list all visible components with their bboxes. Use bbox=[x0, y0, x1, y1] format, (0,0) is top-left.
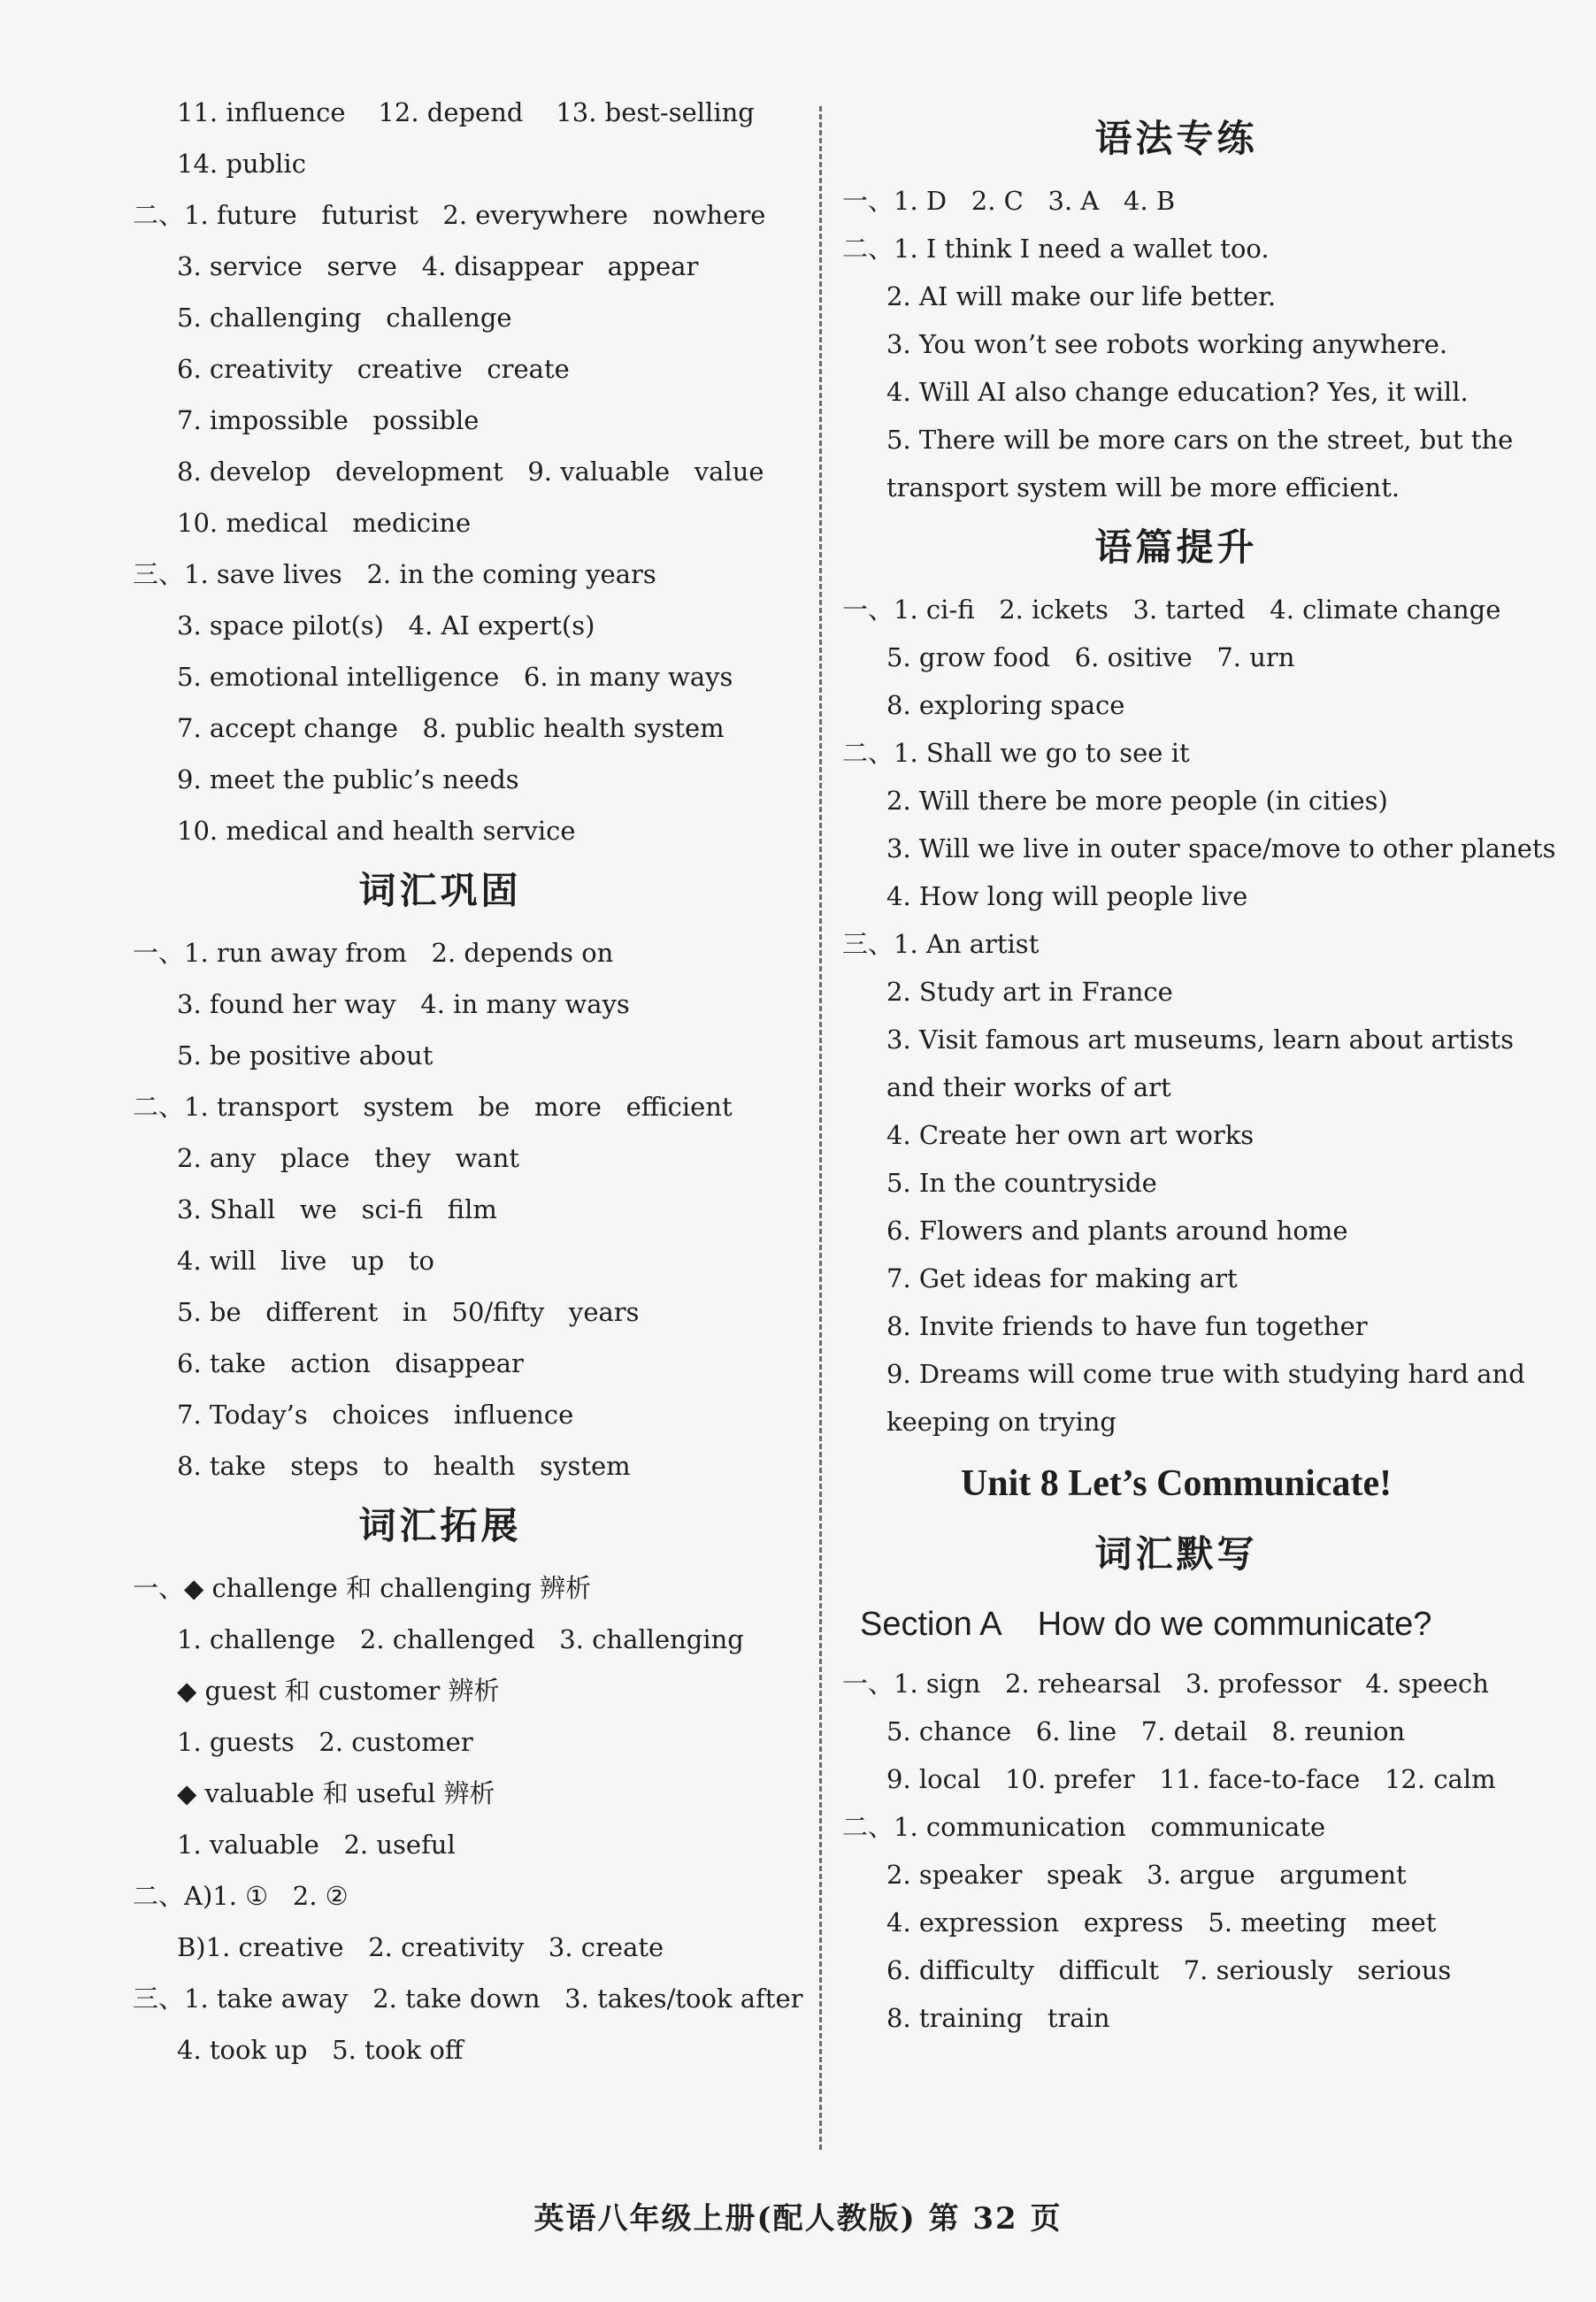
answer-line: keeping on trying bbox=[886, 1407, 1116, 1437]
answer-line: 3. You won’t see robots working anywhere. bbox=[886, 329, 1448, 359]
answer-line: 3. space pilot(s) 4. AI expert(s) bbox=[177, 610, 595, 641]
answer-line: 4. Will AI also change education? Yes, it will. bbox=[886, 377, 1469, 407]
answer-line: and their works of art bbox=[886, 1072, 1171, 1102]
answer-line: 一、1. D 2. C 3. A 4. B bbox=[842, 186, 1176, 216]
answer-line: 9. Dreams will come true with studying hard and bbox=[886, 1359, 1525, 1389]
answer-line: 3. Shall we sci-fi film bbox=[177, 1194, 497, 1224]
section-heading: 词汇拓展 bbox=[358, 1504, 522, 1547]
answer-line: 4. will live up to bbox=[177, 1246, 434, 1276]
answer-line: 一、1. sign 2. rehearsal 3. professor 4. speech bbox=[842, 1669, 1489, 1699]
answer-line: 8. exploring space bbox=[886, 690, 1125, 720]
section-title: Section A How do we communicate? bbox=[860, 1606, 1432, 1643]
answer-line: 1. challenge 2. challenged 3. challenging bbox=[177, 1624, 744, 1654]
answer-line: 14. public bbox=[177, 149, 306, 179]
answer-line: 11. influence 12. depend 13. best-selling bbox=[177, 97, 755, 127]
answer-line: ◆ guest 和 customer 辨析 bbox=[177, 1676, 500, 1706]
section-heading: 词汇巩固 bbox=[358, 869, 522, 912]
answer-line: 9. meet the public’s needs bbox=[177, 764, 519, 794]
section-heading: 语篇提升 bbox=[1094, 526, 1258, 569]
answer-line: 5. emotional intelligence 6. in many ways bbox=[177, 662, 733, 692]
answer-line: 3. Will we live in outer space/move to other planets bbox=[886, 833, 1556, 863]
answer-line: 3. service serve 4. disappear appear bbox=[177, 251, 699, 281]
answer-line: ◆ valuable 和 useful 辨析 bbox=[177, 1778, 495, 1808]
answer-line: 6. take action disappear bbox=[177, 1348, 524, 1378]
page-footer: 英语八年级上册(配人教版) 第 32 页 bbox=[533, 2201, 1063, 2237]
answer-line: 二、1. Shall we go to see it bbox=[842, 738, 1190, 768]
section-heading: 词汇默写 bbox=[1094, 1532, 1258, 1576]
answer-line: 一、1. ci-fi 2. ickets 3. tarted 4. climate change bbox=[842, 595, 1501, 625]
answer-line: 6. creativity creative create bbox=[177, 354, 570, 384]
answer-line: 7. Today’s choices influence bbox=[177, 1400, 574, 1430]
answer-line: 8. Invite friends to have fun together bbox=[886, 1311, 1368, 1341]
answer-line: 2. Study art in France bbox=[886, 977, 1173, 1007]
answer-line: 4. expression express 5. meeting meet bbox=[886, 1907, 1437, 1938]
answer-line: 5. be positive about bbox=[177, 1040, 434, 1070]
answer-line: 二、1. I think I need a wallet too. bbox=[842, 234, 1270, 264]
answer-line: 6. difficulty difficult 7. seriously serious bbox=[886, 1955, 1452, 1985]
answer-line: 三、1. An artist bbox=[842, 929, 1040, 959]
unit-title: Unit 8 Let’s Communicate! bbox=[960, 1463, 1393, 1504]
answer-line: 1. guests 2. customer bbox=[177, 1727, 473, 1757]
answer-line: 7. accept change 8. public health system bbox=[177, 713, 725, 743]
answer-line: 3. found her way 4. in many ways bbox=[177, 989, 630, 1019]
answer-line: 三、1. take away 2. take down 3. takes/took after bbox=[133, 1984, 803, 2014]
column-divider bbox=[819, 106, 822, 2150]
answer-line: 10. medical medicine bbox=[177, 508, 472, 538]
answer-line: 5. chance 6. line 7. detail 8. reunion bbox=[886, 1716, 1406, 1746]
answer-line: 4. took up 5. took off bbox=[177, 2035, 464, 2065]
answer-line: 7. impossible possible bbox=[177, 405, 480, 435]
answer-line: 10. medical and health service bbox=[177, 816, 576, 846]
answer-line: 2. speaker speak 3. argue argument bbox=[886, 1860, 1407, 1890]
answer-line: 5. grow food 6. ositive 7. urn bbox=[886, 642, 1295, 672]
answer-line: 5. be different in 50/fifty years bbox=[177, 1297, 640, 1327]
answer-line: 8. develop development 9. valuable value bbox=[177, 457, 764, 487]
answer-line: 2. AI will make our life better. bbox=[886, 281, 1277, 311]
answer-line: 3. Visit famous art museums, learn about artists bbox=[886, 1024, 1514, 1055]
answer-line: 9. local 10. prefer 11. face-to-face 12. calm bbox=[886, 1764, 1496, 1794]
answer-line: 6. Flowers and plants around home bbox=[886, 1216, 1348, 1246]
answer-line: 二、1. transport system be more efficient bbox=[133, 1092, 733, 1122]
answer-line: 二、1. communication communicate bbox=[842, 1812, 1326, 1842]
answer-line: 5. There will be more cars on the street, but the bbox=[886, 425, 1514, 455]
answer-line: 二、1. future futurist 2. everywhere nowhere bbox=[133, 200, 766, 230]
answer-line: 4. How long will people live bbox=[886, 881, 1248, 911]
answer-line: B)1. creative 2. creativity 3. create bbox=[177, 1932, 664, 1962]
answer-line: 4. Create her own art works bbox=[886, 1120, 1255, 1150]
answer-line: 2. Will there be more people (in cities) bbox=[886, 786, 1388, 816]
answer-line: 三、1. save lives 2. in the coming years bbox=[133, 559, 656, 589]
answer-line: 8. training train bbox=[886, 2003, 1110, 2033]
answer-line: 1. valuable 2. useful bbox=[177, 1830, 456, 1860]
answer-line: 一、1. run away from 2. depends on bbox=[133, 938, 614, 968]
right-column bbox=[842, 96, 1556, 2049]
answer-line: 一、◆ challenge 和 challenging 辨析 bbox=[133, 1573, 592, 1603]
answer-line: 5. In the countryside bbox=[886, 1168, 1157, 1198]
answer-line: 二、A)1. ① 2. ② bbox=[133, 1881, 349, 1911]
answer-line: 7. Get ideas for making art bbox=[886, 1263, 1238, 1293]
answer-line: 5. challenging challenge bbox=[177, 303, 512, 333]
answer-line: transport system will be more efficient. bbox=[886, 472, 1400, 503]
section-heading: 语法专练 bbox=[1094, 117, 1258, 160]
answer-line: 2. any place they want bbox=[177, 1143, 520, 1173]
left-column bbox=[133, 96, 801, 2084]
answer-line: 8. take steps to health system bbox=[177, 1451, 631, 1481]
